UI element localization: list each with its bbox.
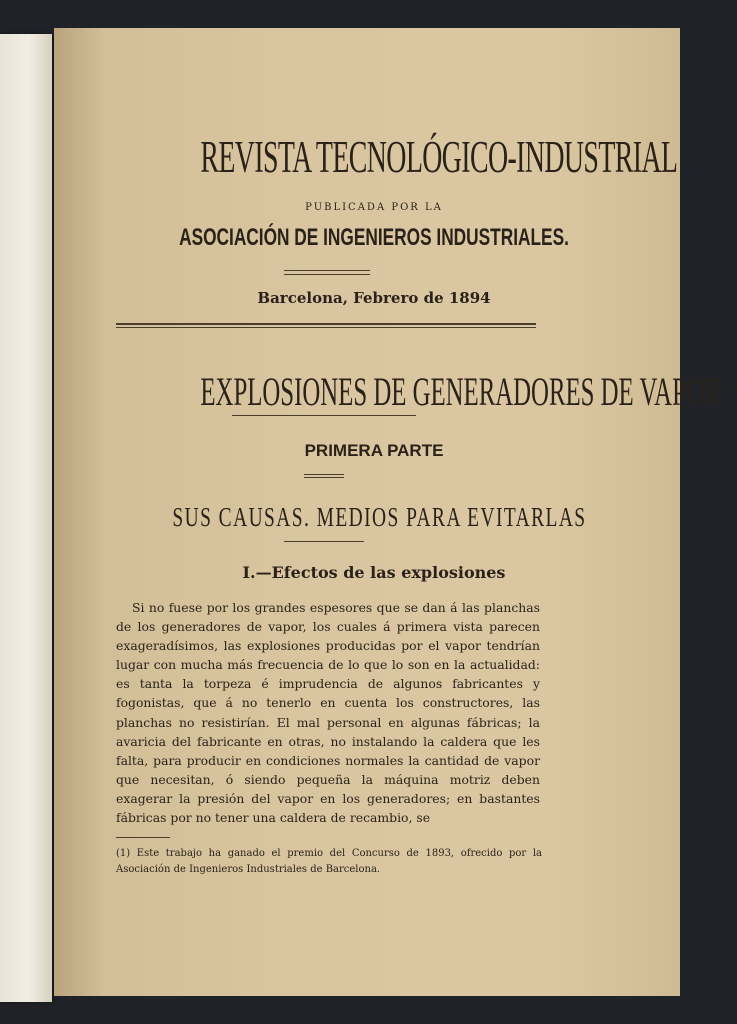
facing-page-edge: [0, 34, 52, 1002]
part-heading: PRIMERA PARTE: [304, 441, 444, 460]
article-title: [200, 368, 737, 415]
published-by: PUBLICADA POR LA: [305, 202, 443, 213]
footnote: (1) Este trabajo ha ganado el premio del Concurso de 1893, ofrecido por la Asociación de Ingenieros Industriales de Barcelona.: [116, 848, 542, 875]
footnote-marker: (1): [726, 378, 737, 395]
short-rule: [284, 274, 370, 275]
body-text: [116, 598, 540, 827]
footnote-rule: [116, 837, 170, 838]
double-rule: [116, 323, 536, 325]
journal-title: REVISTA TECNOLÓGICO-INDUSTRIAL: [200, 132, 678, 182]
double-rule: [116, 327, 536, 328]
body-paragraph: Si no fuese por los grandes espesores que se dan á las planchas de los generadores de vapor, los cuales á primera vista parecen exageradísimos, las explosiones producidas por el vapor tendrían lugar con mucha más frecuencia de lo que lo son en la actualidad: es tanta la torpeza é imprudencia de algunos fabricantes y fogonistas, que á no tenerlo en cuenta los constructores, las planchas no resistirían. El mal personal en algunas fábricas; la avaricia del fabricante en otras, no instalando la caldera que les falta, para producir en condiciones normales la cantidad de vapor que necesitan, ó siendo pequeña la máquina motriz deben exagerar la presión del vapor en los generadores; en bastantes fábricas por no tener una caldera de recambio, se: [116, 600, 540, 826]
issue-date: Barcelona, Febrero de 1894: [257, 289, 491, 307]
document-page: [54, 28, 737, 996]
short-rule: [284, 270, 370, 271]
association-name: ASOCIACIÓN DE INGENIEROS INDUSTRIALES.: [179, 224, 569, 251]
title-rule: [232, 415, 416, 416]
subtitle: SUS CAUSAS. MEDIOS PARA EVITARLAS: [172, 502, 587, 532]
article-title-text: EXPLOSIONES DE GENERADORES DE VAPOR: [200, 369, 721, 414]
short-rule: [304, 477, 344, 478]
short-rule: [284, 541, 364, 542]
section-heading: I.—Efectos de las explosiones: [242, 563, 506, 582]
short-rule: [304, 474, 344, 475]
